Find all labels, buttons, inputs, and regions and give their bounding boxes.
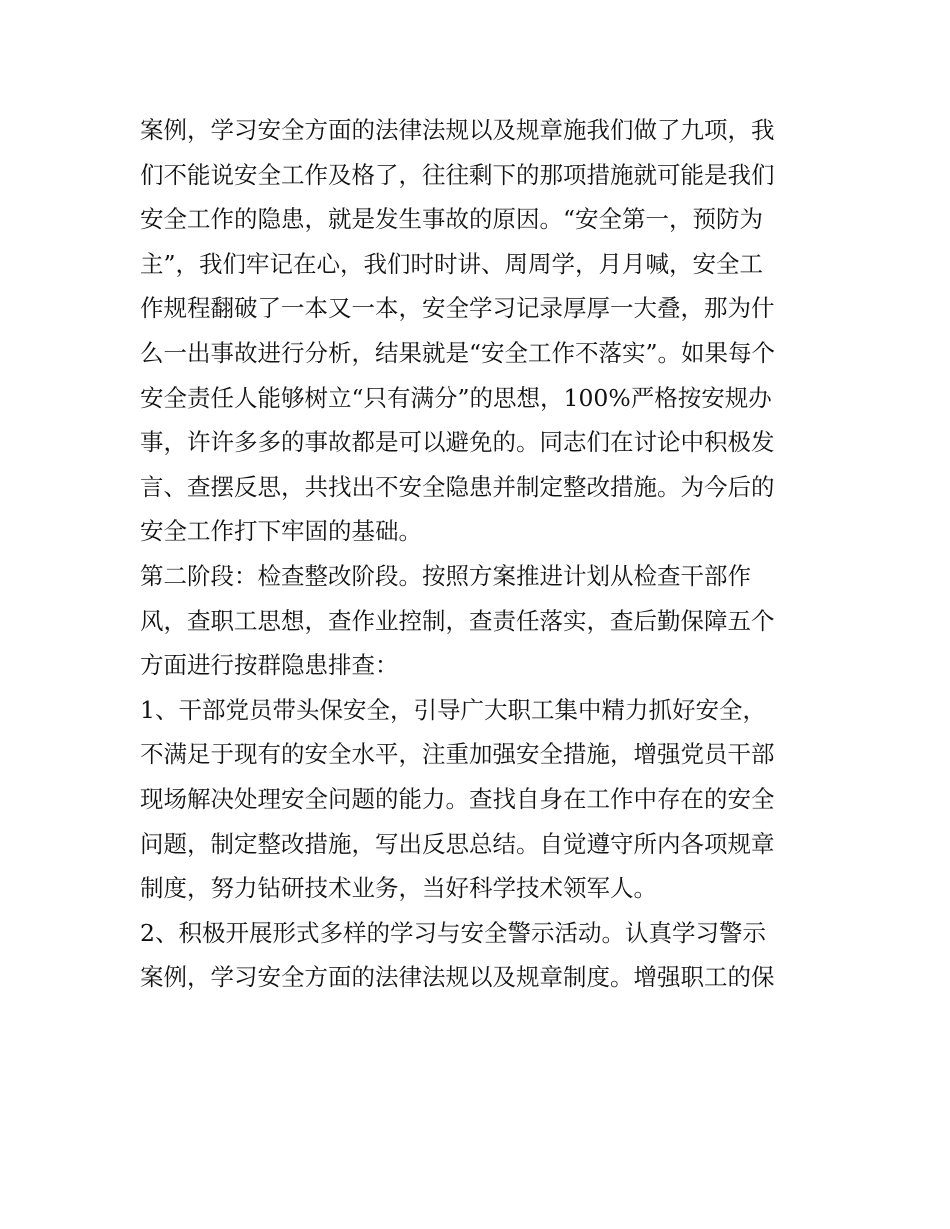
text-line: 安全工作的隐患，就是发生事故的原因。“安全第一，预防为	[140, 205, 764, 234]
text-line: 制度，努力钻研技术业务，当好科学技术领军人。	[140, 874, 657, 903]
text-line: 主”，我们牢记在心，我们时时讲、周周学，月月喊，安全工	[140, 249, 764, 278]
text-line: 安全工作打下牢固的基础。	[140, 517, 422, 546]
text-line: 事，许许多多的事故都是可以避免的。同志们在讨论中积极发	[140, 428, 775, 457]
text-line: 言、查摆反思，共找出不安全隐患并制定整改措施。为今后的	[140, 472, 775, 501]
section-heading-line: 第二阶段：检查整改阶段。按照方案推进计划从检查干部作	[140, 561, 751, 590]
list-item-2-line: 2、积极开展形式多样的学习与安全警示活动。认真学习警示	[140, 918, 766, 947]
text-line: 不满足于现有的安全水平，注重加强安全措施，增强党员干部	[140, 740, 775, 769]
document-body	[140, 108, 840, 1000]
text-line: 方面进行按群隐患排查：	[140, 651, 399, 680]
text-line: 安全责任人能够树立“只有满分”的思想，100%严格按安规办	[140, 383, 772, 412]
text-line: 现场解决处理安全问题的能力。查找自身在工作中存在的安全	[140, 784, 775, 813]
list-item-1-line: 1、干部党员带头保安全，引导广大职工集中精力抓好安全，	[140, 695, 766, 724]
text-line: 么一出事故进行分析，结果就是“安全工作不落实”。如果每个	[140, 338, 776, 367]
text-line: 案例，学习安全方面的法律法规以及规章施我们做了九项，我	[140, 116, 775, 144]
text-line: 们不能说安全工作及格了，往往剩下的那项措施就可能是我们	[140, 160, 775, 189]
text-line: 案例，学习安全方面的法律法规以及规章制度。增强职工的保	[140, 963, 775, 992]
text-line: 问题，制定整改措施，写出反思总结。自觉遵守所内各项规章	[140, 829, 775, 858]
text-line: 作规程翻破了一本又一本，安全学习记录厚厚一大叠，那为什	[140, 294, 775, 323]
text-line: 风，查职工思想，查作业控制，查责任落实，查后勤保障五个	[140, 606, 775, 635]
